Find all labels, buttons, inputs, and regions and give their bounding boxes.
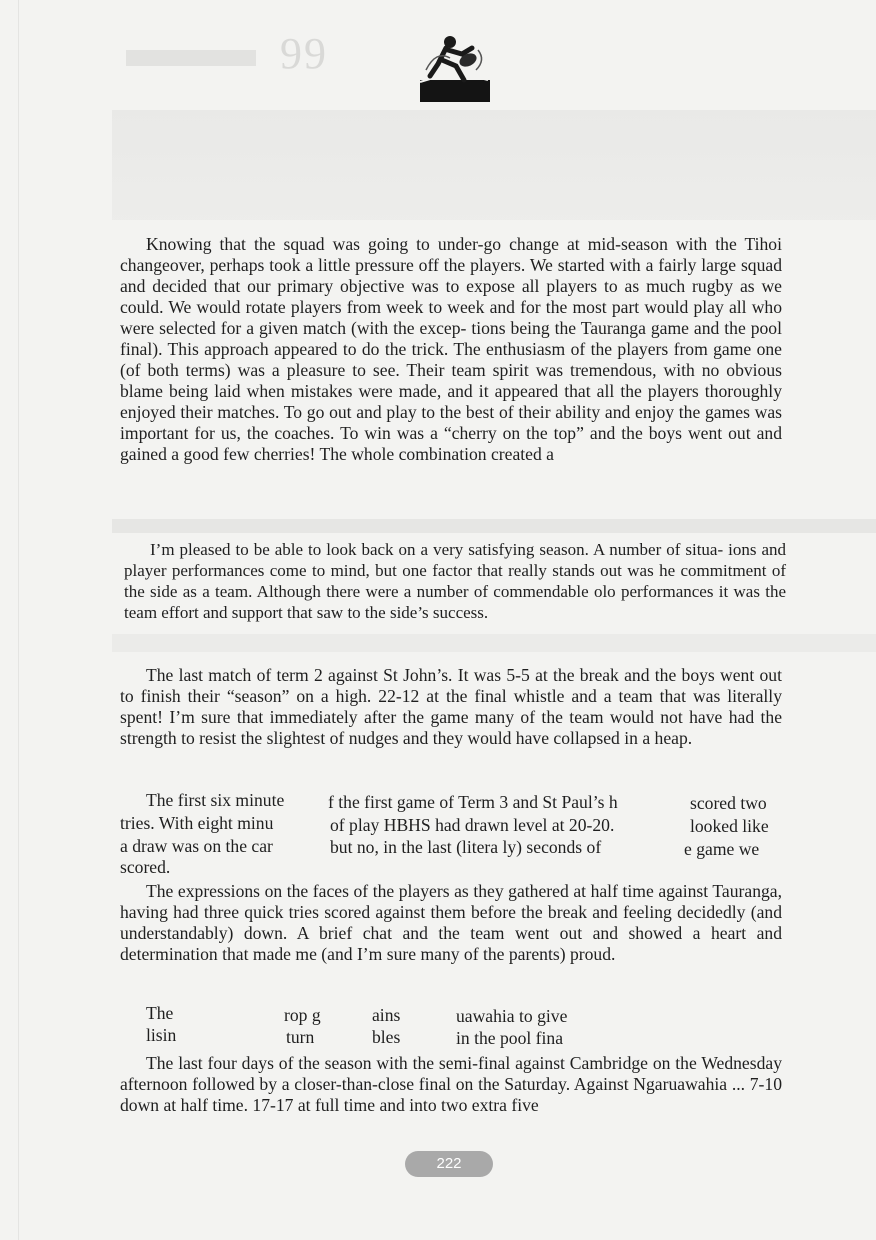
text-fragment: but no, in the last (litera ly) seconds of (330, 837, 602, 857)
faded-text-line (112, 519, 876, 533)
text-fragment: ains (372, 1005, 401, 1025)
paragraph-squad-approach: Knowing that the squad was going to under-go change at mid-season with the Tihoi changeover, perhaps took a little pressure off the players. We started with a fairly large squad and decided that our primary objective was to expose all players to as much rugby as we could. We would rotate players from week to week and for the most part would play all who were selected for a given match (with the excep- tions being the Tauranga game and the pool final). This approach appeared to do the trick. The enthusiasm of the players from game one (of both terms) was a pleasure to see. Their team spirit was tremendous, with no obvious blame being laid when mistakes were made, and it appeared that all the players thoroughly enjoyed their matches. To go out and play to the best of their ability and enjoy the games was important for us, the coaches. To win was a “cherry on the top” and the boys went out and gained a good few cherries! The whole combination created a (120, 234, 782, 464)
text-fragment: scored. (120, 857, 171, 877)
text-fragment: of play HBHS had drawn level at 20-20. (330, 815, 615, 835)
text-fragment: turn (286, 1027, 315, 1047)
text-fragment: scored two (690, 793, 767, 813)
faded-year-heading (120, 28, 340, 78)
text-fragment: uawahia to give (456, 1006, 568, 1026)
paragraph-satisfying-season: I’m pleased to be able to look back on a very satisfying season. A number of situa- ions and player performances come to mind, but one factor that really stands out was he commitment of the side as a team. Although there were a number of commendable olo performances it was the team effort and support that saw to the side’s success. (124, 540, 786, 622)
text-fragment: rop g (284, 1005, 321, 1025)
page-edge (18, 0, 19, 1240)
text-fragment: e game we (684, 839, 760, 859)
paragraph-tauranga-half-time: The expressions on the faces of the players as they gathered at half time against Tauranga, having had three quick tries scored against them before the break and feeling decidedly (and understandably) down. A brief chat and the team went out and showed a heart and determination that made me (and I’m sure many of the parents) proud. (120, 881, 782, 964)
paragraph-final-four-days: The last four days of the season with the semi-final against Cambridge on the Wednesday afternoon followed by a closer-than-close final on the Saturday. Against Ngaruawahia ... 7-10 down at half time. 17-17 at full time and into two extra five (120, 1053, 782, 1115)
faded-text-line (112, 634, 876, 652)
faded-heading-bar (126, 50, 256, 66)
text-fragment: tries. With eight minu (120, 813, 274, 833)
text-fragment: lisin (146, 1025, 177, 1045)
text-fragment: The first six minute (146, 790, 285, 810)
text-fragment: f the first game of Term 3 and St Paul’s h (328, 792, 618, 812)
text-fragment: looked like (690, 816, 769, 836)
faded-header-band (112, 110, 876, 220)
rugby-player-icon (416, 30, 492, 104)
text-fragment: bles (372, 1027, 401, 1047)
year-watermark: 99 (280, 29, 328, 78)
text-fragment: in the pool fina (456, 1028, 564, 1048)
text-fragment: The (146, 1003, 174, 1023)
paragraph-last-match-term-2: The last match of term 2 against St John’s. It was 5-5 at the break and the boys went out to finish their “season” on a high. 22-12 at the final whistle and a team that was literally spent! I’m sure that immediately after the game many of the team would not have had the strength to resist the slightest of nudges and they would have collapsed in a heap. (120, 665, 782, 748)
text-fragment: a draw was on the car (120, 836, 273, 856)
page-number-badge: 222 (405, 1151, 493, 1177)
